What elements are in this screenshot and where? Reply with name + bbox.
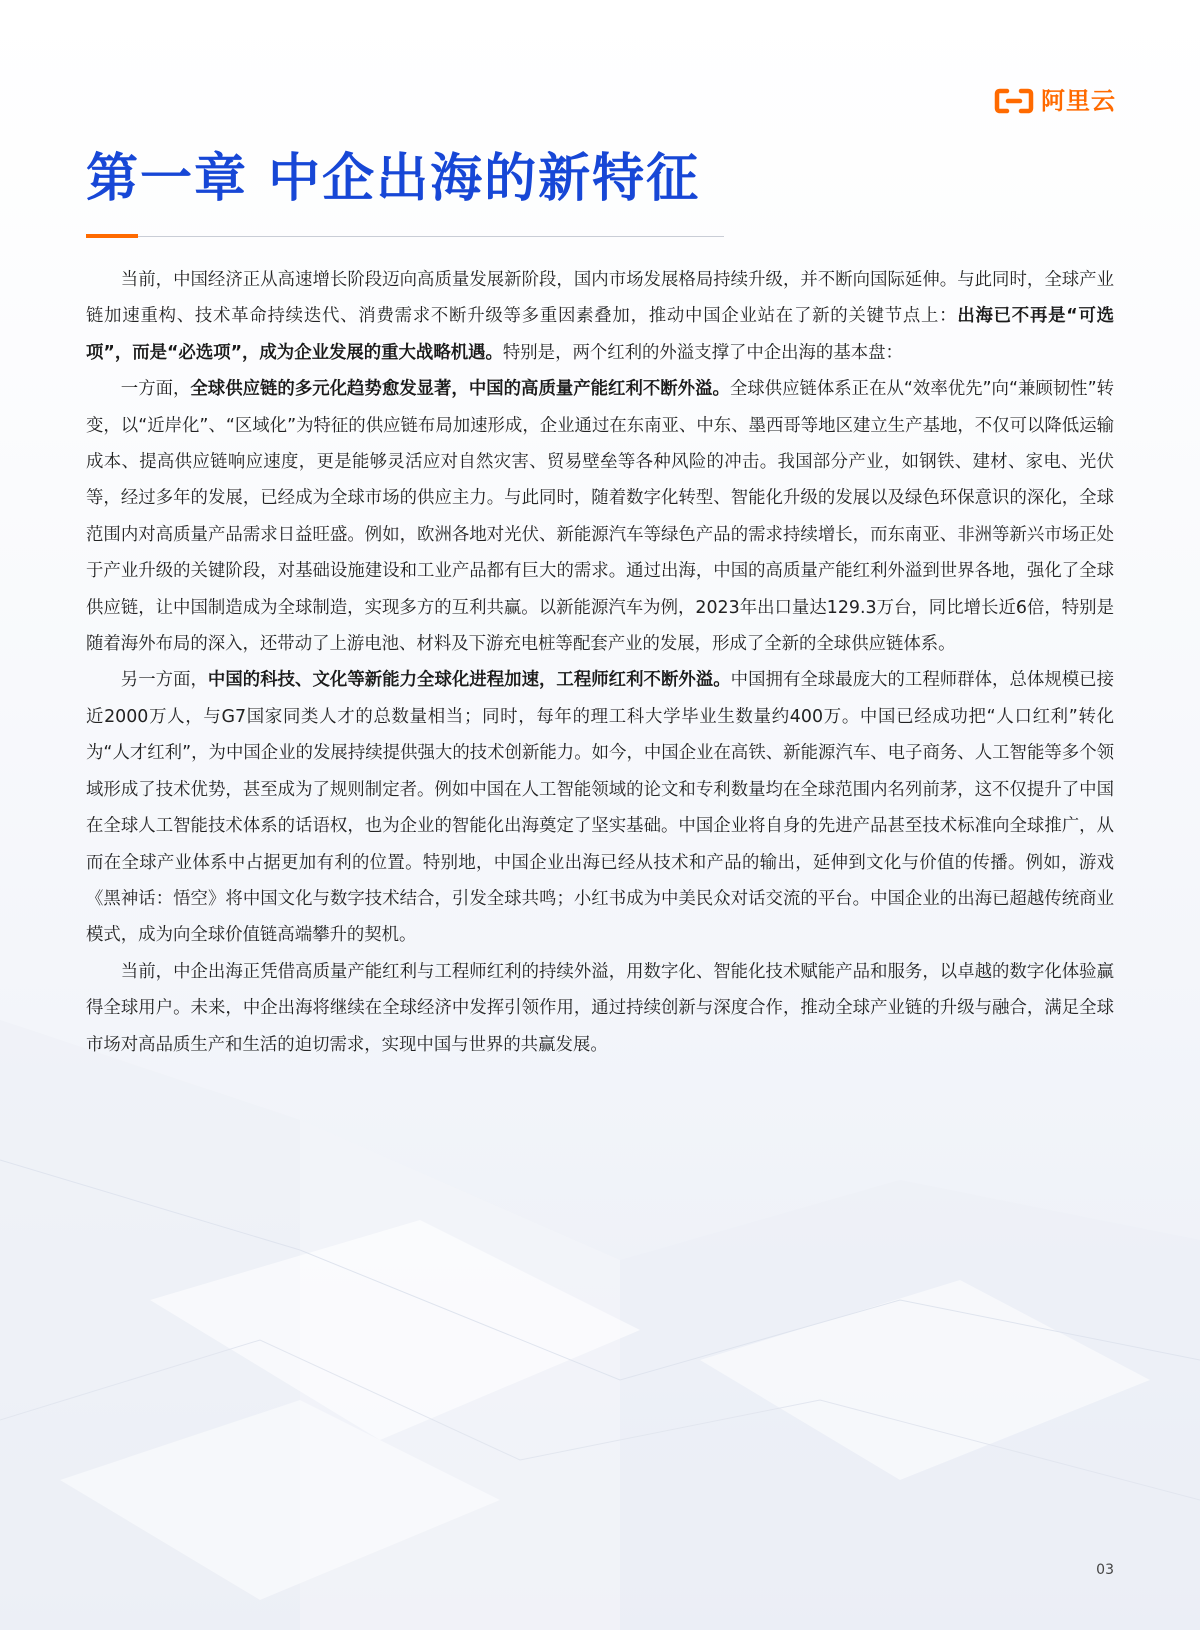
aliyun-bracket-logo-icon <box>994 88 1034 114</box>
title-accent-bar <box>86 234 138 238</box>
paragraph-engineer-dividend <box>86 662 1114 953</box>
paragraph-bold-text: 出海已不再是“可选项”，而是“必选项”，成为企业发展的重大战略机遇。 <box>86 306 1114 363</box>
paragraph-text: 当前，中国经济正从高速增长阶段迈向高质量发展新阶段，国内市场发展格局持续升级，并不断向国际延伸。与此同时，全球产业链加速重构、技术革命持续迭代、消费需求不断升级等多重因素叠加，推动中国企业站在了新的关键节点上： <box>86 270 1114 327</box>
chapter-title: 第一章 中企出海的新特征 <box>86 149 701 209</box>
logo-text: 阿里云 <box>1041 87 1116 115</box>
paragraph-text: 一方面， <box>120 379 191 400</box>
body-text <box>86 262 1114 1063</box>
paragraph-text: 中国拥有全球最庞大的工程师群体，总体规模已接近2000万人，与G7国家同类人才的总数量相当；同时，每年的理工科大学毕业生数量约400万。中国已经成功把“人口红利”转化为“人才红利”，为中国企业的发展持续提供强大的技术创新能力。如今，中国企业在高铁、新能源汽车、电子商务、人工智能等多个领域形成了技术优势，甚至成为了规则制定者。例如中国在人工智能领域的论文和专利数量均在全球范围内名列前茅，这不仅提升了中国在全球人工智能技术体系的话语权，也为企业的智能化出海奠定了坚实基础。中国企业将自身的先进产品甚至技术标准向全球推广，从而在全球产业体系中占据更加有利的位置。特别地，中国企业出海已经从技术和产品的输出，延伸到文化与价值的传播。例如，游戏《黑神话：悟空》将中国文化与数字技术结合，引发全球共鸣；小红书成为中美民众对话交流的平台。中国企业的出海已超越传统商业模式，成为向全球价值链高端攀升的契机。 <box>86 670 1114 946</box>
paragraph-bold-text: 全球供应链的多元化趋势愈发显著，中国的高质量产能红利不断外溢。 <box>190 379 730 400</box>
paragraph-text: 特别是，两个红利的外溢支撑了中企出海的基本盘： <box>502 342 903 363</box>
paragraph-text: 全球供应链体系正在从“效率优先”向“兼顾韧性”转变，以“近岸化”、“区域化”为特征的供应链布局加速形成，企业通过在东南亚、中东、墨西哥等地区建立生产基地，不仅可以降低运输成本、提高供应链响应速度，更是能够灵活应对自然灾害、贸易壁垒等各种风险的冲击。我国部分产业，如钢铁、建材、家电、光伏等，经过多年的发展，已经成为全球市场的供应主力。与此同时，随着数字化转型、智能化升级的发展以及绿色环保意识的深化，全球范围内对高质量产品需求日益旺盛。例如，欧洲各地对光伏、新能源汽车等绿色产品的需求持续增长，而东南亚、非洲等新兴市场正处于产业升级的关键阶段，对基础设施建设和工业产品都有巨大的需求。通过出海，中国的高质量产能红利外溢到世界各地，强化了全球供应链，让中国制造成为全球制造，实现多方的互利共赢。以新能源汽车为例，2023年出口量达129.3万台，同比增长近6倍，特别是随着海外布局的深入，还带动了上游电池、材料及下游充电桩等配套产业的发展，形成了全新的全球供应链体系。 <box>86 379 1114 655</box>
aliyun-logo <box>994 84 1116 118</box>
title-divider <box>86 236 724 237</box>
paragraph-capacity-dividend <box>86 371 1114 662</box>
paragraph-bold-text: 中国的科技、文化等新能力全球化进程加速，工程师红利不断外溢。 <box>207 670 731 691</box>
paragraph-conclusion <box>86 954 1114 1063</box>
paragraph-text: 当前，中企出海正凭借高质量产能红利与工程师红利的持续外溢，用数字化、智能化技术赋能产品和服务，以卓越的数字化体验赢得全球用户。未来，中企出海将继续在全球经济中发挥引领作用，通过持续创新与深度合作，推动全球产业链的升级与融合，满足全球市场对高品质生产和生活的迫切需求，实现中国与世界的共赢发展。 <box>86 961 1114 1055</box>
paragraph-intro <box>86 262 1114 371</box>
page-number: 03 <box>1096 1562 1114 1578</box>
paragraph-text: 另一方面， <box>120 670 208 691</box>
